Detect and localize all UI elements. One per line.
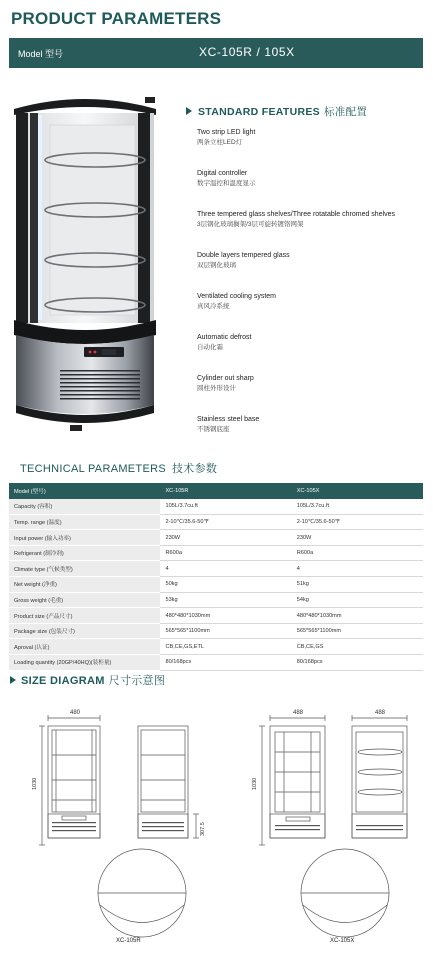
size-heading-cn: 尺寸示意图 xyxy=(108,675,166,687)
spec-cell: 565*565*1100mm xyxy=(292,623,423,639)
spec-cell: 105L/3.7cu.ft xyxy=(160,499,291,515)
feature-item xyxy=(197,251,429,271)
features-heading xyxy=(186,104,367,119)
spec-cell: 2-10℃/35.6-50℉ xyxy=(160,514,291,530)
spec-row xyxy=(9,577,423,593)
spec-cell: CB,CE,GS xyxy=(292,639,423,655)
spec-cell: 54kg xyxy=(292,592,423,608)
feature-en: Double layers tempered glass xyxy=(197,252,290,259)
size-diagram-heading xyxy=(10,672,165,688)
spec-cell: Input power (输入功率) xyxy=(9,530,160,546)
spec-cell: Package size (包装尺寸) xyxy=(9,623,160,639)
spec-row xyxy=(9,530,423,546)
spec-header-cell: Model (型号) xyxy=(9,483,160,499)
diagram-label-x: XC-105X xyxy=(330,938,355,944)
spec-cell: 105L/3.7cu.ft xyxy=(292,499,423,515)
spec-cell: 4 xyxy=(292,561,423,577)
feature-en: Three tempered glass shelves/Three rotatable chromed shelves xyxy=(197,211,396,218)
technical-heading-en: TECHNICAL PARAMETERS xyxy=(20,463,166,475)
feature-cn: 3层钢化玻璃搁架/3层可旋转镀铬网架 xyxy=(197,221,304,228)
feature-en: Two strip LED light xyxy=(197,129,256,136)
feature-cn: 两条立柱LED灯 xyxy=(197,139,243,146)
feature-cn: 不锈钢底座 xyxy=(197,426,230,433)
feature-en: Automatic defrost xyxy=(197,334,252,341)
spec-cell: 230W xyxy=(160,530,291,546)
features-heading-en: STANDARD FEATURES xyxy=(198,106,320,118)
spec-cell: 230W xyxy=(292,530,423,546)
spec-cell: Loading quantity (20GP/40HQ)(装柜量) xyxy=(9,655,160,671)
spec-cell: Gross weight (毛重) xyxy=(9,592,160,608)
spec-header-row xyxy=(9,483,423,499)
spec-cell: 50kg xyxy=(160,577,291,593)
size-diagram-drawings xyxy=(0,700,433,955)
product-image xyxy=(10,95,160,440)
spec-row xyxy=(9,592,423,608)
spec-row xyxy=(9,639,423,655)
spec-cell: 80/168pcs xyxy=(292,655,423,671)
spec-row xyxy=(9,608,423,624)
diagram-label-r: XC-105R xyxy=(116,938,141,944)
spec-cell: Refrigerant (制冷剂) xyxy=(9,545,160,561)
page-title: PRODUCT PARAMETERS xyxy=(11,9,222,28)
spec-row xyxy=(9,545,423,561)
spec-cell: CB,CE,GS,ETL xyxy=(160,639,291,655)
feature-item xyxy=(197,128,429,148)
spec-cell: Aproval (认证) xyxy=(9,639,160,655)
spec-cell: Climate type (气候类型) xyxy=(9,561,160,577)
model-bar xyxy=(9,38,423,68)
feature-en: Stainless steel base xyxy=(197,416,260,423)
feature-item xyxy=(197,415,429,435)
spec-cell: Product size (产品尺寸) xyxy=(9,608,160,624)
feature-cn: 双层钢化玻璃 xyxy=(197,262,236,269)
feature-en: Digital controller xyxy=(197,170,248,177)
spec-row xyxy=(9,561,423,577)
spec-table xyxy=(9,483,423,671)
feature-item xyxy=(197,292,429,312)
dim-height-x: 1030 xyxy=(252,777,258,790)
features-heading-cn: 标准配置 xyxy=(323,106,368,118)
technical-heading-cn: 技术参数 xyxy=(171,463,218,475)
spec-row xyxy=(9,623,423,639)
spec-cell: 4 xyxy=(160,561,291,577)
dim-width-x: 488 xyxy=(293,710,304,716)
triangle-arrow-icon xyxy=(186,107,192,115)
feature-cn: 圆柱外形设计 xyxy=(197,385,236,392)
spec-cell: Temp. range (温度) xyxy=(9,514,160,530)
spec-cell: 480*480*1030mm xyxy=(160,608,291,624)
spec-header-cell: XC-105X xyxy=(292,483,423,499)
model-value: XC-105R / 105X xyxy=(199,45,295,59)
dim-height-r: 1030 xyxy=(32,777,38,790)
spec-cell: 53kg xyxy=(160,592,291,608)
spec-cell: R600a xyxy=(160,545,291,561)
spec-cell: 2-10℃/35.6-50℉ xyxy=(292,514,423,530)
spec-cell: 480*480*1030mm xyxy=(292,608,423,624)
feature-cn: 真风冷系统 xyxy=(197,303,230,310)
model-label: Model 型号 xyxy=(18,49,64,59)
dim-base-r: 307.5 xyxy=(200,822,206,836)
dim-width-x-side: 488 xyxy=(375,710,386,716)
feature-item xyxy=(197,333,429,353)
spec-cell: R600a xyxy=(292,545,423,561)
spec-cell: 51kg xyxy=(292,577,423,593)
spec-cell: Net weight (净重) xyxy=(9,577,160,593)
feature-item xyxy=(197,169,429,189)
triangle-arrow-icon xyxy=(10,676,16,684)
spec-row xyxy=(9,514,423,530)
spec-row xyxy=(9,499,423,515)
feature-cn: 数字温控和温度显示 xyxy=(197,180,256,187)
spec-header-cell: XC-105R xyxy=(160,483,291,499)
spec-cell: 565*565*1100mm xyxy=(160,623,291,639)
feature-en: Cylinder out sharp xyxy=(197,375,254,382)
spec-cell: 80/168pcs xyxy=(160,655,291,671)
size-heading-en: SIZE DIAGRAM xyxy=(21,675,105,687)
feature-item xyxy=(197,374,429,394)
spec-row xyxy=(9,655,423,671)
feature-item xyxy=(197,210,429,230)
feature-cn: 自动化霜 xyxy=(197,344,223,351)
feature-en: Ventilated cooling system xyxy=(197,293,276,300)
dim-width-r: 480 xyxy=(70,710,81,716)
technical-heading xyxy=(20,460,217,476)
spec-cell: Capacity (容积) xyxy=(9,499,160,515)
